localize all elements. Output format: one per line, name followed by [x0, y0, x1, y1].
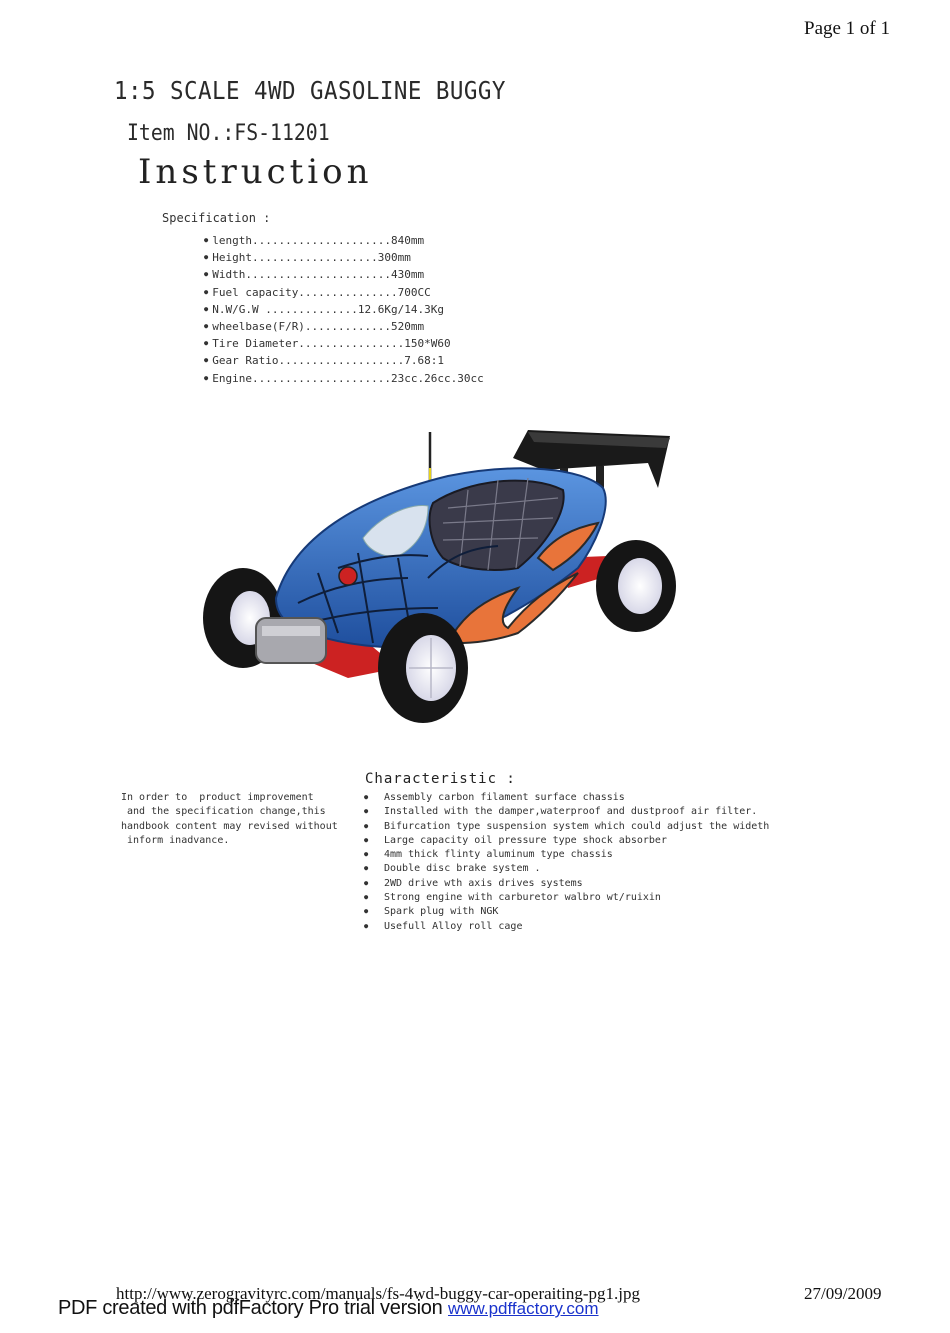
characteristic-item: ● Bifurcation type suspension system which could adjust the wideth — [364, 820, 769, 834]
characteristic-item: ● Double disc brake system . — [364, 862, 769, 876]
buggy-car-image — [198, 428, 678, 728]
improvement-note: In order to product improvement and the specification change,this handbook content may revised without inform inadvance. — [121, 792, 338, 847]
characteristic-item: ● Assembly carbon filament surface chassis — [364, 791, 769, 805]
spec-width: ● Width......................430mm — [204, 266, 484, 283]
characteristic-item: ● 4mm thick flinty aluminum type chassis — [364, 848, 769, 862]
spec-gear-ratio: ● Gear Ratio...................7.68:1 — [204, 352, 484, 369]
characteristic-list — [364, 791, 769, 934]
instruction-heading: Instruction — [138, 152, 373, 192]
pdf-notice-text: PDF created with pdfFactory Pro trial version — [58, 1297, 443, 1319]
spec-weight: ● N.W/G.W ..............12.6Kg/14.3Kg — [204, 301, 484, 318]
document-title: 1:5 SCALE 4WD GASOLINE BUGGY — [114, 76, 506, 105]
characteristic-heading: Characteristic : — [365, 771, 516, 787]
characteristic-item: ● 2WD drive wth axis drives systems — [364, 877, 769, 891]
spec-engine: ● Engine.....................23cc.26cc.30cc — [204, 370, 484, 387]
characteristic-item: ● Large capacity oil pressure type shock absorber — [364, 834, 769, 848]
characteristic-item: ● Spark plug with NGK — [364, 905, 769, 919]
specification-list — [204, 232, 484, 387]
characteristic-item: ● Strong engine with carburetor walbro wt/ruixin — [364, 891, 769, 905]
page-number: Page 1 of 1 — [804, 18, 891, 39]
spec-height: ● Height...................300mm — [204, 249, 484, 266]
pdffactory-link[interactable]: www.pdffactory.com — [447, 1299, 599, 1318]
spec-wheelbase: ● wheelbase(F/R).............520mm — [204, 318, 484, 335]
pdf-creator-notice — [58, 1297, 599, 1320]
item-number: Item NO.:FS-11201 — [127, 121, 330, 146]
footer-source-url: http://www.zerogravityrc.com/manuals/fs-4wd-buggy-car-operaiting-pg1.jpg — [116, 1284, 640, 1303]
spec-fuel-capacity: ● Fuel capacity...............700CC — [204, 284, 484, 301]
spec-length: ● length.....................840mm — [204, 232, 484, 249]
characteristic-item: ● Installed with the damper,waterproof and dustproof air filter. — [364, 805, 769, 819]
spec-tire-diameter: ● Tire Diameter................150*W60 — [204, 335, 484, 352]
specification-label: Specification : — [162, 211, 271, 225]
characteristic-item: ● Usefull Alloy roll cage — [364, 920, 769, 934]
footer-date: 27/09/2009 — [804, 1284, 882, 1303]
